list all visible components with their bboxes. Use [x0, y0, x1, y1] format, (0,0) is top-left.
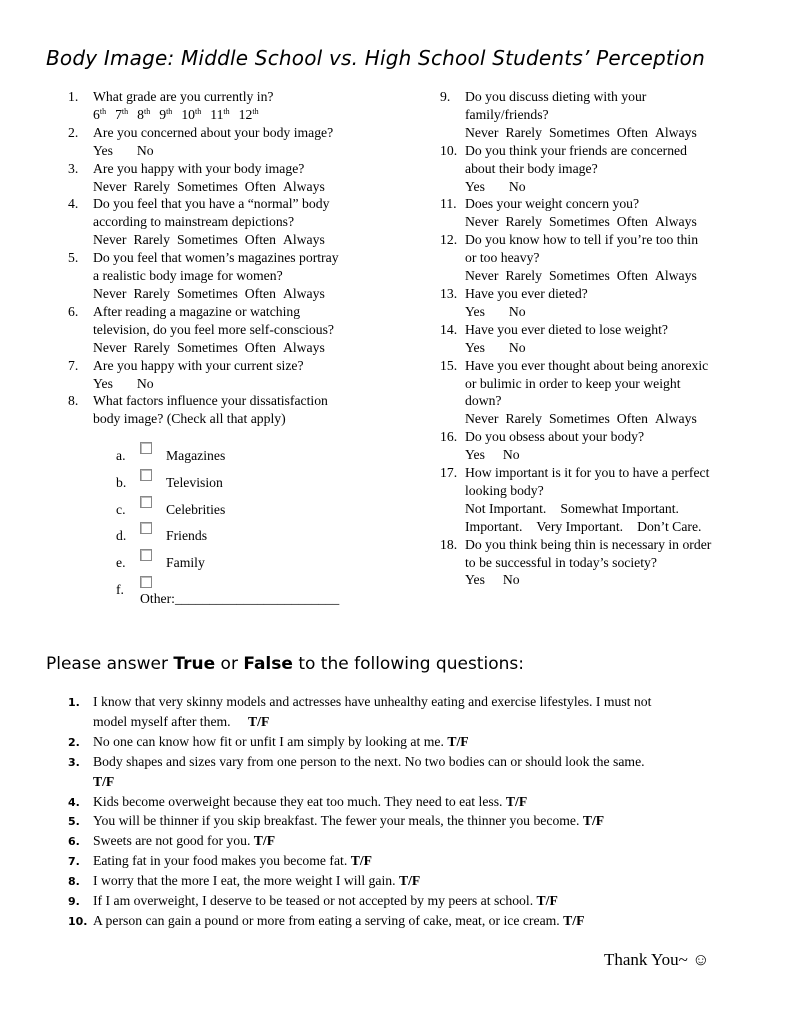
checklist-letter: e.: [116, 554, 126, 570]
option-yes[interactable]: Yes: [465, 339, 485, 355]
question-number: 9.: [440, 89, 451, 104]
checklist-letter: c.: [116, 501, 126, 517]
frequency-option[interactable]: Never: [465, 411, 499, 427]
frequency-options: [465, 267, 760, 285]
grade-option[interactable]: [137, 107, 150, 122]
importance-option[interactable]: Not Important.: [465, 500, 547, 516]
question-text: to be successful in today’s society?: [465, 554, 657, 570]
question-text: How important is it for you to have a perfect: [465, 465, 710, 481]
other-blank-field[interactable]: Other:________________________: [140, 591, 340, 607]
question-number: 3.: [68, 160, 79, 176]
importance-option[interactable]: Very Important.: [536, 518, 624, 534]
checklist-letter: b.: [116, 474, 127, 490]
question-number: 15.: [440, 357, 458, 373]
importance-options: [465, 500, 760, 518]
question-number: 8.: [68, 875, 80, 889]
question-number: 8.: [68, 393, 79, 409]
question-number: 7.: [68, 357, 79, 373]
survey-question: [440, 142, 760, 196]
question-text: or too heavy?: [465, 250, 540, 266]
true-false-list: [68, 692, 728, 931]
frequency-option[interactable]: Never: [465, 214, 499, 230]
page-title: Body Image: Middle School vs. High School Students’ Perception: [46, 46, 705, 70]
frequency-option[interactable]: Always: [282, 339, 325, 355]
frequency-option[interactable]: Rarely: [505, 411, 542, 427]
frequency-option[interactable]: Sometimes: [548, 214, 610, 230]
survey-question: [440, 428, 760, 464]
option-yes[interactable]: Yes: [93, 142, 113, 158]
grade-option[interactable]: [115, 107, 128, 122]
option-yes[interactable]: Yes: [93, 375, 113, 391]
grade-option[interactable]: [181, 107, 201, 122]
heading-text-pre: Please answer: [46, 654, 174, 674]
frequency-option[interactable]: Often: [244, 285, 276, 301]
true-false-item: [68, 752, 728, 792]
question-number: 1.: [68, 89, 79, 104]
frequency-options: [465, 124, 760, 142]
question-number: 2.: [68, 124, 79, 140]
question-text: according to mainstream depictions?: [93, 214, 295, 230]
question-number: 10.: [440, 142, 458, 158]
survey-question: [440, 321, 760, 357]
question-text: down?: [465, 393, 502, 409]
importance-option[interactable]: Somewhat Important.: [560, 500, 679, 516]
checklist-item[interactable]: [116, 496, 408, 523]
true-false-mark[interactable]: T/F: [563, 912, 585, 928]
true-false-mark[interactable]: T/F: [253, 833, 276, 849]
checkbox-icon[interactable]: [140, 576, 152, 588]
true-false-mark[interactable]: T/F: [398, 873, 421, 889]
frequency-option[interactable]: Rarely: [133, 232, 170, 248]
grade-number: 8: [137, 106, 144, 122]
true-false-mark[interactable]: T/F: [505, 793, 528, 809]
question-number: 11.: [440, 196, 457, 212]
question-text: about their body image?: [465, 160, 598, 176]
question-number: 17.: [440, 465, 458, 481]
question-text: No one can know how fit or unfit I am simply by looking at me.: [93, 733, 444, 749]
frequency-option[interactable]: Always: [654, 214, 697, 230]
question-number: 9.: [68, 895, 80, 909]
survey-question: [68, 249, 408, 303]
question-number: 10.: [68, 914, 88, 928]
frequency-option[interactable]: Often: [244, 232, 276, 248]
option-yes[interactable]: Yes: [465, 572, 485, 588]
question-number: 4.: [68, 795, 80, 809]
checklist-item[interactable]: [116, 442, 408, 469]
question-number: 14.: [440, 321, 458, 337]
question-number: 6.: [68, 303, 79, 319]
question-line: [93, 712, 728, 732]
question-text: Are you concerned about your body image?: [93, 124, 334, 140]
checklist-label: Celebrities: [166, 501, 226, 517]
question-line: [93, 811, 728, 831]
frequency-option[interactable]: Sometimes: [176, 285, 238, 301]
question-text: Have you ever dieted?: [465, 285, 588, 301]
frequency-option[interactable]: Never: [465, 268, 499, 284]
question-text: Does your weight concern you?: [465, 196, 640, 212]
checkbox-icon[interactable]: [140, 522, 152, 534]
true-false-heading: [46, 654, 524, 674]
option-yes[interactable]: Yes: [465, 178, 485, 194]
frequency-option[interactable]: Always: [282, 232, 325, 248]
question-line: [93, 732, 728, 752]
survey-question: [440, 357, 760, 429]
question-line: [93, 871, 728, 891]
question-text: A person can gain a pound or more from eating a serving of cake, meat, or ice cream.: [93, 912, 560, 928]
true-false-mark[interactable]: T/F: [582, 813, 605, 829]
question-text: family/friends?: [465, 106, 549, 122]
checklist-letter: a.: [116, 448, 126, 464]
question-text: After reading a magazine or watching: [93, 303, 301, 319]
frequency-options: [465, 213, 760, 231]
grade-number: 7: [115, 106, 122, 122]
question-text: Body shapes and sizes vary from one person to the next. No two bodies can or should look the same.: [93, 753, 645, 769]
grade-option[interactable]: [210, 107, 229, 122]
frequency-option[interactable]: Sometimes: [176, 232, 238, 248]
grade-option[interactable]: [159, 107, 172, 122]
survey-question: [68, 357, 408, 393]
frequency-option[interactable]: Always: [282, 178, 325, 194]
factor-checklist: [68, 442, 408, 607]
yes-no-options: [93, 142, 408, 160]
true-false-mark[interactable]: T/F: [350, 853, 373, 869]
true-false-item: [68, 851, 728, 871]
thank-you-note: Thank You~ ☺: [604, 950, 710, 969]
question-text: Do you think being thin is necessary in order: [465, 536, 712, 552]
question-number: 6.: [68, 835, 80, 849]
checklist-label: Magazines: [166, 448, 226, 464]
yes-no-options: [93, 375, 408, 393]
grade-options: [93, 106, 408, 124]
grade-suffix: th: [144, 106, 151, 116]
question-line: [93, 772, 728, 792]
grade-number: 6: [93, 106, 100, 122]
option-yes[interactable]: Yes: [465, 303, 485, 319]
question-number: 2.: [68, 735, 80, 749]
checkbox-icon[interactable]: [140, 442, 152, 454]
question-text: You will be thinner if you skip breakfast. The fewer your meals, the thinner you become.: [93, 813, 580, 829]
frequency-option[interactable]: Never: [93, 339, 127, 355]
yes-no-options: [465, 571, 760, 589]
checkbox-icon[interactable]: [140, 549, 152, 561]
survey-question: [440, 285, 760, 321]
frequency-option[interactable]: Rarely: [133, 178, 170, 194]
option-no[interactable]: No: [508, 178, 526, 194]
frequency-option[interactable]: Rarely: [505, 268, 542, 284]
frequency-option[interactable]: Never: [93, 178, 127, 194]
true-false-item: [68, 811, 728, 831]
true-false-mark[interactable]: T/F: [447, 733, 469, 749]
question-text: Do you discuss dieting with your: [465, 89, 647, 104]
frequency-option[interactable]: Sometimes: [548, 124, 610, 140]
frequency-option[interactable]: Always: [654, 411, 697, 427]
question-number: 4.: [68, 196, 79, 212]
survey-question: [68, 392, 408, 428]
yes-no-options: [465, 446, 760, 464]
option-no[interactable]: No: [502, 572, 520, 588]
survey-question: [440, 88, 760, 142]
question-number: 12.: [440, 232, 458, 248]
frequency-option[interactable]: Never: [93, 232, 127, 248]
checkbox-icon[interactable]: [140, 496, 152, 508]
survey-question: [68, 124, 408, 160]
frequency-option[interactable]: Sometimes: [176, 178, 238, 194]
question-line: [93, 911, 728, 931]
question-text: I worry that the more I eat, the more weight I will gain.: [93, 873, 396, 889]
question-line: [93, 792, 728, 812]
survey-question: [440, 231, 760, 285]
frequency-option[interactable]: Often: [244, 339, 276, 355]
question-number: 3.: [68, 755, 80, 769]
true-false-item: [68, 732, 728, 752]
heading-text-mid: or: [215, 654, 244, 674]
true-false-item: [68, 831, 728, 851]
frequency-option[interactable]: Sometimes: [548, 268, 610, 284]
checklist-letter: d.: [116, 528, 127, 544]
yes-no-options: [465, 303, 760, 321]
question-line: [93, 851, 728, 871]
frequency-option[interactable]: Rarely: [505, 214, 542, 230]
survey-question: [440, 536, 760, 590]
grade-option[interactable]: [239, 107, 259, 122]
grade-suffix: th: [121, 106, 129, 116]
question-text: What grade are you currently in?: [93, 89, 274, 104]
question-text: Eating fat in your food makes you become fat.: [93, 853, 348, 869]
frequency-option[interactable]: Sometimes: [176, 339, 238, 355]
frequency-option[interactable]: Often: [616, 124, 648, 140]
question-text: If I am overweight, I deserve to be teased or not accepted by my peers at school.: [93, 893, 534, 909]
yes-no-options: [465, 178, 760, 196]
frequency-option[interactable]: Always: [654, 268, 697, 284]
question-text: or bulimic in order to keep your weight: [465, 375, 681, 391]
importance-option[interactable]: Important.: [465, 518, 523, 534]
question-text: Are you happy with your body image?: [93, 160, 305, 176]
question-line: [93, 831, 728, 851]
question-text: Kids become overweight because they eat too much. They need to eat less.: [93, 793, 503, 809]
frequency-option[interactable]: Never: [465, 124, 499, 140]
frequency-option[interactable]: Often: [616, 214, 648, 230]
question-text: body image? (Check all that apply): [93, 411, 286, 427]
frequency-option[interactable]: Always: [654, 124, 697, 140]
frequency-options: [93, 285, 408, 303]
frequency-options: [93, 178, 408, 196]
checklist-letter: f.: [116, 581, 124, 597]
question-text: Do you know how to tell if you’re too thin: [465, 232, 699, 248]
frequency-option[interactable]: Always: [282, 285, 325, 301]
true-false-item: [68, 891, 728, 911]
grade-suffix: th: [195, 106, 202, 116]
question-text: Do you think your friends are concerned: [465, 142, 687, 158]
checklist-label: Television: [166, 474, 223, 490]
true-false-mark[interactable]: T/F: [93, 773, 115, 789]
right-question-column: [440, 88, 760, 589]
question-text: Have you ever thought about being anorexic: [465, 357, 709, 373]
importance-options: [465, 518, 760, 536]
frequency-options: [93, 231, 408, 249]
question-line: [93, 752, 728, 772]
question-text: model myself after them.: [93, 713, 231, 729]
question-number: 7.: [68, 855, 80, 869]
frequency-option[interactable]: Often: [616, 411, 648, 427]
question-number: 18.: [440, 536, 458, 552]
survey-question: [68, 88, 408, 124]
true-false-item: [68, 792, 728, 812]
checkbox-icon[interactable]: [140, 469, 152, 481]
question-number: 1.: [68, 696, 80, 709]
yes-no-options: [465, 339, 760, 357]
question-number: 5.: [68, 815, 80, 829]
true-false-item: [68, 692, 728, 732]
survey-question: [68, 303, 408, 357]
option-no[interactable]: No: [502, 447, 520, 463]
checklist-item[interactable]: [116, 549, 408, 576]
question-text: looking body?: [465, 482, 544, 498]
question-text: Are you happy with your current size?: [93, 357, 304, 373]
true-false-item: [68, 911, 728, 931]
question-number: 13.: [440, 285, 458, 301]
checklist-label: Friends: [166, 528, 208, 544]
grade-suffix: th: [223, 106, 230, 116]
true-false-mark[interactable]: T/F: [248, 713, 270, 729]
grade-number: 10: [181, 106, 195, 122]
survey-question: [68, 195, 408, 249]
question-line: [93, 692, 728, 712]
question-text: I know that very skinny models and actresses have unhealthy eating and exercise lifestyles. I must not: [93, 694, 652, 709]
frequency-option[interactable]: Often: [244, 178, 276, 194]
grade-suffix: th: [99, 106, 107, 116]
frequency-options: [465, 410, 760, 428]
frequency-option[interactable]: Rarely: [133, 285, 170, 301]
survey-question: [440, 195, 760, 231]
question-text: television, do you feel more self-conscious?: [93, 321, 334, 337]
option-no[interactable]: No: [508, 303, 526, 319]
option-no[interactable]: No: [136, 142, 154, 158]
grade-option[interactable]: [93, 107, 106, 122]
frequency-options: [93, 339, 408, 357]
grade-number: 9: [159, 106, 167, 122]
grade-number: 12: [238, 106, 253, 122]
true-false-mark[interactable]: T/F: [536, 893, 558, 909]
question-text: Do you feel that women’s magazines portray: [93, 250, 339, 266]
option-no[interactable]: No: [508, 339, 526, 355]
question-text: a realistic body image for women?: [93, 268, 283, 284]
importance-option[interactable]: Don’t Care.: [637, 518, 702, 534]
survey-question: [68, 160, 408, 196]
left-question-column: [68, 88, 408, 607]
grade-number: 11: [210, 106, 224, 122]
question-text: Do you feel that you have a “normal” body: [93, 196, 330, 212]
frequency-option[interactable]: Sometimes: [548, 411, 610, 427]
heading-text-post: to the following questions:: [292, 654, 524, 674]
frequency-option[interactable]: Rarely: [133, 339, 170, 355]
question-number: 5.: [68, 250, 79, 266]
frequency-option[interactable]: Rarely: [505, 124, 542, 140]
checklist-item[interactable]: [116, 522, 408, 549]
heading-false-word: False: [243, 654, 293, 674]
checklist-label: Family: [166, 554, 205, 570]
checklist-item[interactable]: [116, 469, 408, 496]
grade-suffix: th: [252, 106, 259, 116]
frequency-option[interactable]: Often: [616, 268, 648, 284]
true-false-item: [68, 871, 728, 891]
question-text: Have you ever dieted to lose weight?: [465, 321, 668, 337]
heading-true-word: True: [173, 654, 216, 674]
survey-question: [440, 464, 760, 536]
option-no[interactable]: No: [136, 375, 154, 391]
question-text: Sweets are not good for you.: [93, 833, 251, 849]
option-yes[interactable]: Yes: [465, 447, 485, 463]
question-line: [93, 891, 728, 911]
question-text: Do you obsess about your body?: [465, 429, 645, 445]
question-text: What factors influence your dissatisfaction: [93, 393, 328, 409]
question-number: 16.: [440, 429, 458, 445]
frequency-option[interactable]: Never: [93, 285, 127, 301]
grade-suffix: th: [166, 106, 173, 116]
